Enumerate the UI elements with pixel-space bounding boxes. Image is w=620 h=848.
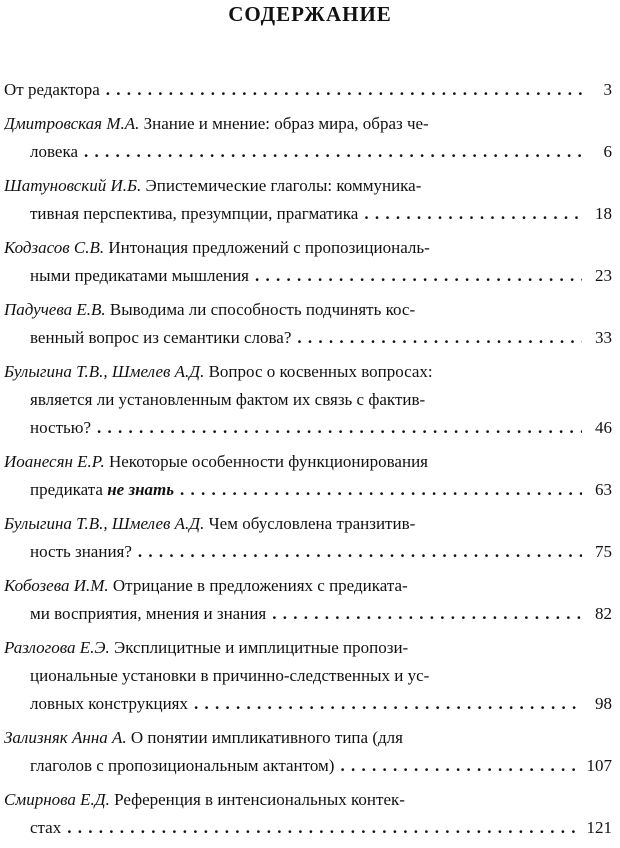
entry-title: Знание и мнение: образ мира, образ че- xyxy=(139,114,429,133)
page-title: СОДЕРЖАНИЕ xyxy=(228,2,392,26)
dot-leader xyxy=(67,814,580,842)
entry-author: Иоанесян Е.Р. xyxy=(4,452,105,471)
page-number: 3 xyxy=(603,80,612,99)
toc-entry xyxy=(4,358,612,442)
toc-entry xyxy=(4,634,612,718)
entry-author: Булыгина Т.В., Шмелев А.Д. xyxy=(4,514,205,533)
entry-author: Кобозева И.М. xyxy=(4,576,109,595)
dot-leader xyxy=(84,138,582,166)
dot-leader xyxy=(297,324,582,352)
page-number: 98 xyxy=(595,694,612,713)
entry-title-continued: ми восприятия, мнения и знания xyxy=(30,604,267,623)
page-number: 107 xyxy=(586,756,612,775)
toc-entry xyxy=(4,510,612,566)
entry-title: Отрицание в предложениях с предиката- xyxy=(108,576,408,595)
entry-title-continued: глаголов с пропозициональным актантом) xyxy=(30,756,335,775)
entry-title-continued: ловных конструкциях xyxy=(30,694,189,713)
dot-leader xyxy=(255,262,582,290)
toc-entry xyxy=(4,234,612,290)
entry-title: Эпистемические глаголы: коммуника- xyxy=(141,176,422,195)
toc-entry xyxy=(4,572,612,628)
entry-title: От редактора xyxy=(4,80,100,99)
italic-phrase: не знать xyxy=(107,480,175,499)
entry-title-continued: тивная перспектива, презумпции, прагматика xyxy=(30,204,359,223)
entry-title-continued: ными предикатами мышления xyxy=(30,266,249,285)
entry-title-continued: циональные установки в причинно-следственных и ус- xyxy=(30,666,430,685)
entry-title-continued: предиката xyxy=(30,480,108,499)
table-of-contents xyxy=(4,76,612,848)
dot-leader xyxy=(340,752,580,780)
dot-leader xyxy=(194,690,582,718)
entry-title: Некоторые особенности функционирования xyxy=(104,452,428,471)
entry-title-continued: стах xyxy=(30,818,62,837)
dot-leader xyxy=(138,538,582,566)
dot-leader xyxy=(180,476,582,504)
page-number: 46 xyxy=(595,418,612,437)
entry-author: Дмитровская М.А. xyxy=(4,114,140,133)
page-number: 23 xyxy=(595,266,612,285)
toc-entry xyxy=(4,448,612,504)
entry-author: Булыгина Т.В., Шмелев А.Д. xyxy=(4,362,205,381)
entry-title-continued: ностью? xyxy=(30,418,91,437)
entry-title: Вопрос о косвенных вопросах: xyxy=(204,362,433,381)
toc-entry xyxy=(4,110,612,166)
entry-title: Выводима ли способность подчинять кос- xyxy=(105,300,416,319)
dot-leader xyxy=(272,600,582,628)
entry-title-continued: ность знания? xyxy=(30,542,132,561)
entry-title-continued: венный вопрос из семантики слова? xyxy=(30,328,292,347)
entry-title: Эксплицитные и имплицитные пропози- xyxy=(109,638,409,657)
entry-author: Разлогова Е.Э. xyxy=(4,638,110,657)
toc-entry xyxy=(4,786,612,842)
toc-entry xyxy=(4,76,612,104)
dot-leader xyxy=(97,414,582,442)
entry-title-continued: ловека xyxy=(30,142,79,161)
entry-title: Чем обусловлена транзитив- xyxy=(204,514,416,533)
entry-author: Зализняк Анна А. xyxy=(4,728,127,747)
page-number: 63 xyxy=(595,480,612,499)
toc-entry xyxy=(4,296,612,352)
page-number: 121 xyxy=(586,818,612,837)
entry-author: Кодзасов С.В. xyxy=(4,238,105,257)
entry-title: Интонация предложений с пропозициональ- xyxy=(104,238,430,257)
entry-author: Шатуновский И.Б. xyxy=(4,176,142,195)
entry-title-continued: является ли установленным фактом их связь с фактив- xyxy=(30,390,426,409)
page-number: 6 xyxy=(603,142,612,161)
entry-author: Падучева Е.В. xyxy=(4,300,106,319)
page-number: 33 xyxy=(595,328,612,347)
page-number: 82 xyxy=(595,604,612,623)
toc-entry xyxy=(4,724,612,780)
dot-leader xyxy=(106,76,582,104)
entry-author: Смирнова Е.Д. xyxy=(4,790,110,809)
dot-leader xyxy=(364,200,582,228)
toc-entry xyxy=(4,172,612,228)
entry-title: О понятии импликативного типа (для xyxy=(126,728,403,747)
entry-title: Референция в интенсиональных контек- xyxy=(109,790,405,809)
page-number: 75 xyxy=(595,542,612,561)
page-number: 18 xyxy=(595,204,612,223)
